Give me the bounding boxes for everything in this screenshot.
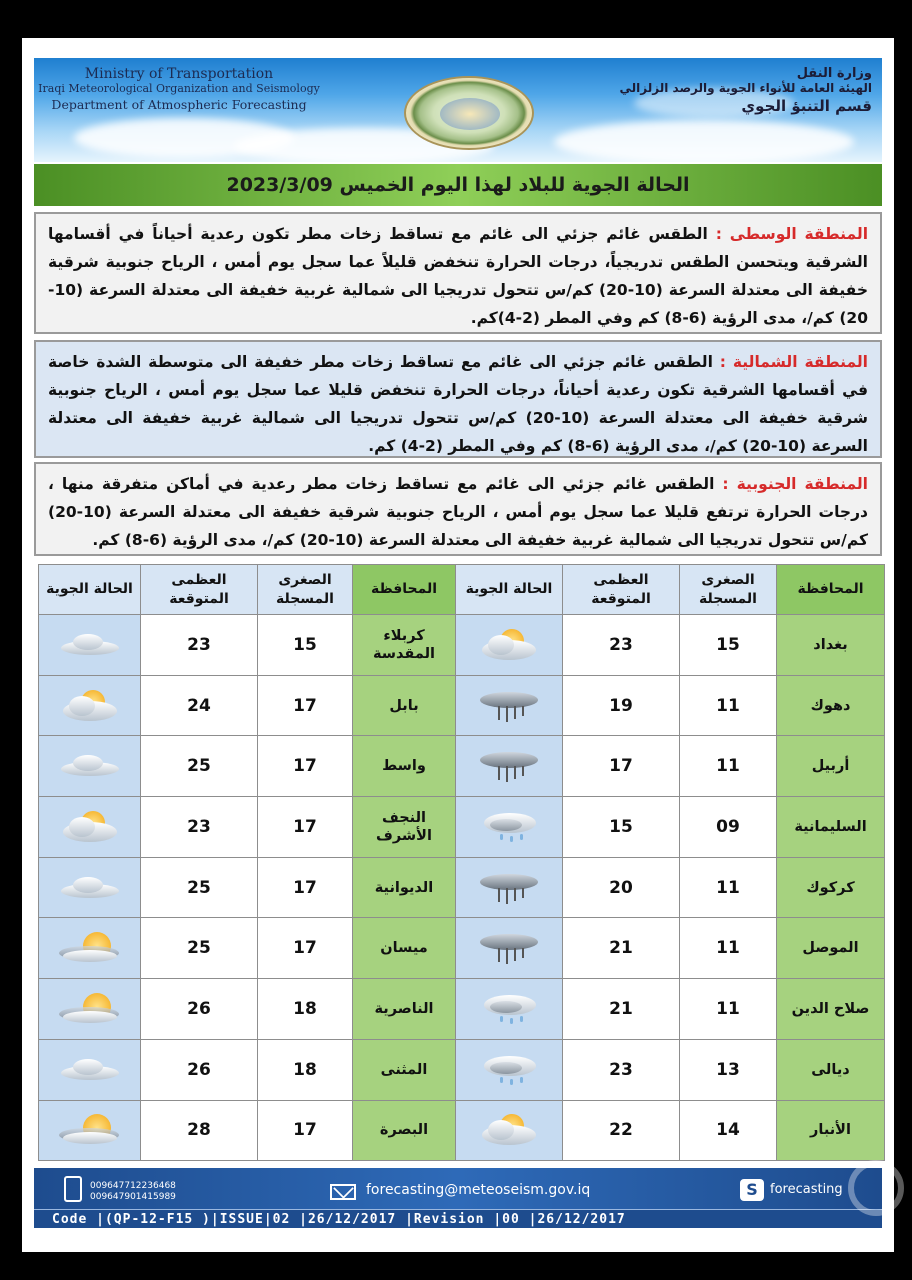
min-temp-cell: 17 bbox=[258, 797, 353, 858]
table-row bbox=[39, 797, 885, 858]
condition-cell bbox=[456, 675, 563, 736]
max-temp-cell: 15 bbox=[563, 797, 680, 858]
condition-cell bbox=[456, 1100, 563, 1161]
sun-cloud-icon bbox=[55, 930, 125, 966]
governorate-cell: بغداد bbox=[777, 615, 885, 676]
table-row bbox=[39, 675, 885, 736]
condition-cell bbox=[39, 857, 141, 918]
table-row bbox=[39, 857, 885, 918]
department-name-en: Department of Atmospheric Forecasting bbox=[51, 97, 307, 112]
organization-name-ar: الهيئة العامة للأنواء الجوية والرصد الزلزالي bbox=[619, 81, 872, 95]
department-name-ar: قسم التنبؤ الجوي bbox=[741, 97, 872, 115]
region-text: الطقس غائم جزئي الى غائم مع تساقط زخات مطر خفيفة الى متوسطة الشدة خاصة في أقسامها الشرقية تكون رعدية أحياناً، درجات الحرارة تنخفض قليلا عما سجل يوم أمس ، الرياح جنوبية شرقية خفيفة الى معتدلة السرعة (10-20) كم/س تتحول تدريجيا الى شمالية غربية خفيفة الى معتدلة السرعة (10-20) كم/، مدى الرؤية (6-8) كم وفي المطر (2-4) كم. bbox=[48, 353, 868, 455]
condition-cell bbox=[456, 918, 563, 979]
table-row bbox=[39, 918, 885, 979]
governorate-cell: كربلاء المقدسة bbox=[353, 615, 456, 676]
region-south bbox=[34, 462, 882, 556]
condition-cell bbox=[39, 1039, 141, 1100]
table-row bbox=[39, 979, 885, 1040]
rain-cloud-icon bbox=[474, 809, 544, 845]
watermark-circle bbox=[848, 1160, 904, 1216]
cloud-icon bbox=[55, 870, 125, 906]
max-temp-cell: 23 bbox=[563, 1039, 680, 1100]
skype-icon: S bbox=[740, 1179, 764, 1201]
region-text: الطقس غائم جزئي الى غائم مع تساقط زخات مطر تكون رعدية أحياناً في أقسامها الشرقية ويتحسن الطقس تدريجياً، درجات الحرارة تنخفض قليلاً عما سجل يوم أمس ، الرياح جنوبية شرقية خفيفة الى معتدلة السرعة (10-20) كم/س تتحول تدريجيا الى شمالية غربية خفيفة الى معتدلة السرعة (10-20) كم/، مدى الرؤية (6-8) كم وفي المطر (2-4)كم. bbox=[48, 225, 868, 327]
header-condition: الحالة الجوية bbox=[456, 565, 563, 615]
max-temp-cell: 25 bbox=[141, 736, 258, 797]
phone-icon bbox=[64, 1176, 82, 1202]
header-governorate: المحافظة bbox=[353, 565, 456, 615]
governorate-cell: الموصل bbox=[777, 918, 885, 979]
sun-cloud-icon bbox=[55, 991, 125, 1027]
min-temp-cell: 17 bbox=[258, 1100, 353, 1161]
min-temp-cell: 17 bbox=[258, 918, 353, 979]
header-arabic bbox=[612, 66, 872, 115]
max-temp-cell: 24 bbox=[141, 675, 258, 736]
governorate-cell: واسط bbox=[353, 736, 456, 797]
table-row bbox=[39, 736, 885, 797]
max-temp-cell: 26 bbox=[141, 979, 258, 1040]
min-temp-cell: 15 bbox=[258, 615, 353, 676]
thunderstorm-icon bbox=[474, 870, 544, 906]
region-central bbox=[34, 212, 882, 334]
table-row bbox=[39, 615, 885, 676]
condition-cell bbox=[39, 675, 141, 736]
table-row bbox=[39, 1039, 885, 1100]
governorate-cell: أربيل bbox=[777, 736, 885, 797]
region-name: المنطقة الشمالية : bbox=[719, 353, 868, 371]
governorate-cell: الديوانية bbox=[353, 857, 456, 918]
document-code-line: Code |(QP-12-F15 )|ISSUE|02 |26/12/2017 |Revision |00 |26/12/2017 bbox=[34, 1209, 882, 1228]
min-temp-cell: 15 bbox=[680, 615, 777, 676]
max-temp-cell: 23 bbox=[141, 797, 258, 858]
ministry-name-ar: وزارة النقل bbox=[796, 66, 872, 81]
governorate-cell: البصرة bbox=[353, 1100, 456, 1161]
table-row bbox=[39, 1100, 885, 1161]
header-min-temp: الصغرى المسجلة bbox=[680, 565, 777, 615]
partly-cloudy-icon bbox=[55, 809, 125, 845]
condition-cell bbox=[456, 797, 563, 858]
forecast-table bbox=[38, 564, 885, 1161]
mail-icon bbox=[330, 1184, 356, 1200]
max-temp-cell: 26 bbox=[141, 1039, 258, 1100]
condition-cell bbox=[39, 979, 141, 1040]
partly-cloudy-icon bbox=[474, 627, 544, 663]
phone-number: 009647901415989 bbox=[90, 1192, 176, 1202]
condition-cell bbox=[456, 857, 563, 918]
min-temp-cell: 18 bbox=[258, 1039, 353, 1100]
condition-cell bbox=[39, 1100, 141, 1161]
page bbox=[22, 38, 894, 1252]
partly-cloudy-icon bbox=[55, 688, 125, 724]
min-temp-cell: 17 bbox=[258, 675, 353, 736]
condition-cell bbox=[456, 615, 563, 676]
region-name: المنطقة الوسطى : bbox=[715, 225, 869, 243]
condition-cell bbox=[39, 736, 141, 797]
title-bar bbox=[34, 164, 882, 206]
governorate-cell: الناصرية bbox=[353, 979, 456, 1040]
max-temp-cell: 19 bbox=[563, 675, 680, 736]
governorate-cell: دهوك bbox=[777, 675, 885, 736]
governorate-cell: صلاح الدين bbox=[777, 979, 885, 1040]
condition-cell bbox=[456, 979, 563, 1040]
governorate-cell: كركوك bbox=[777, 857, 885, 918]
sun-cloud-icon bbox=[55, 1112, 125, 1148]
governorate-cell: السليمانية bbox=[777, 797, 885, 858]
thunderstorm-icon bbox=[474, 688, 544, 724]
min-temp-cell: 11 bbox=[680, 918, 777, 979]
page-title: الحالة الجوية للبلاد لهذا اليوم الخميس 2023/3/09 bbox=[226, 174, 690, 196]
governorate-cell: ديالى bbox=[777, 1039, 885, 1100]
organization-name-en: Iraqi Meteorological Organization and Seismology bbox=[38, 82, 320, 95]
cloud-icon bbox=[55, 748, 125, 784]
condition-cell bbox=[456, 736, 563, 797]
ministry-name-en: Ministry of Transportation bbox=[84, 66, 274, 82]
organization-logo bbox=[404, 76, 534, 150]
max-temp-cell: 22 bbox=[563, 1100, 680, 1161]
min-temp-cell: 11 bbox=[680, 736, 777, 797]
max-temp-cell: 17 bbox=[563, 736, 680, 797]
governorate-cell: المثنى bbox=[353, 1039, 456, 1100]
email-address[interactable]: forecasting@meteoseism.gov.iq bbox=[366, 1182, 591, 1198]
region-text: الطقس غائم جزئي الى غائم مع تساقط زخات مطر رعدية في أماكن متفرقة منها ، درجات الحرارة ترتفع قليلا عما سجل يوم أمس ، الرياح جنوبية شرقية خفيفة الى معتدلة السرعة (10-20) كم/س تتحول تدريجيا الى شمالية غربية خفيفة الى معتدلة السرعة (10-20) كم/، مدى الرؤية (6-8) كم. bbox=[48, 475, 868, 549]
max-temp-cell: 23 bbox=[141, 615, 258, 676]
table-header-row bbox=[39, 565, 885, 615]
governorate-cell: ميسان bbox=[353, 918, 456, 979]
min-temp-cell: 11 bbox=[680, 979, 777, 1040]
thunderstorm-icon bbox=[474, 930, 544, 966]
min-temp-cell: 17 bbox=[258, 857, 353, 918]
phone-number: 009647712236468 bbox=[90, 1181, 176, 1191]
header-min-temp: الصغرى المسجلة bbox=[258, 565, 353, 615]
header-banner bbox=[34, 58, 882, 162]
cloud-icon bbox=[55, 627, 125, 663]
max-temp-cell: 28 bbox=[141, 1100, 258, 1161]
min-temp-cell: 09 bbox=[680, 797, 777, 858]
min-temp-cell: 18 bbox=[258, 979, 353, 1040]
header-governorate: المحافظة bbox=[777, 565, 885, 615]
header-max-temp: العظمى المتوقعة bbox=[141, 565, 258, 615]
phone-numbers bbox=[90, 1181, 176, 1203]
max-temp-cell: 21 bbox=[563, 918, 680, 979]
region-name: المنطقة الجنوبية : bbox=[722, 475, 868, 493]
condition-cell bbox=[456, 1039, 563, 1100]
header-max-temp: العظمى المتوقعة bbox=[563, 565, 680, 615]
min-temp-cell: 13 bbox=[680, 1039, 777, 1100]
min-temp-cell: 14 bbox=[680, 1100, 777, 1161]
min-temp-cell: 11 bbox=[680, 857, 777, 918]
condition-cell bbox=[39, 918, 141, 979]
condition-cell bbox=[39, 797, 141, 858]
max-temp-cell: 25 bbox=[141, 918, 258, 979]
max-temp-cell: 25 bbox=[141, 857, 258, 918]
skype-handle[interactable]: forecasting bbox=[770, 1182, 843, 1197]
max-temp-cell: 20 bbox=[563, 857, 680, 918]
partly-cloudy-icon bbox=[474, 1112, 544, 1148]
condition-cell bbox=[39, 615, 141, 676]
min-temp-cell: 11 bbox=[680, 675, 777, 736]
region-north bbox=[34, 340, 882, 458]
min-temp-cell: 17 bbox=[258, 736, 353, 797]
max-temp-cell: 23 bbox=[563, 615, 680, 676]
thunderstorm-icon bbox=[474, 748, 544, 784]
max-temp-cell: 21 bbox=[563, 979, 680, 1040]
footer bbox=[34, 1168, 882, 1228]
rain-cloud-icon bbox=[474, 991, 544, 1027]
governorate-cell: الأنبار bbox=[777, 1100, 885, 1161]
header-condition: الحالة الجوية bbox=[39, 565, 141, 615]
cloud-icon bbox=[55, 1052, 125, 1088]
rain-cloud-icon bbox=[474, 1052, 544, 1088]
governorate-cell: بابل bbox=[353, 675, 456, 736]
governorate-cell: النجف الأشرف bbox=[353, 797, 456, 858]
header-english bbox=[34, 66, 324, 112]
